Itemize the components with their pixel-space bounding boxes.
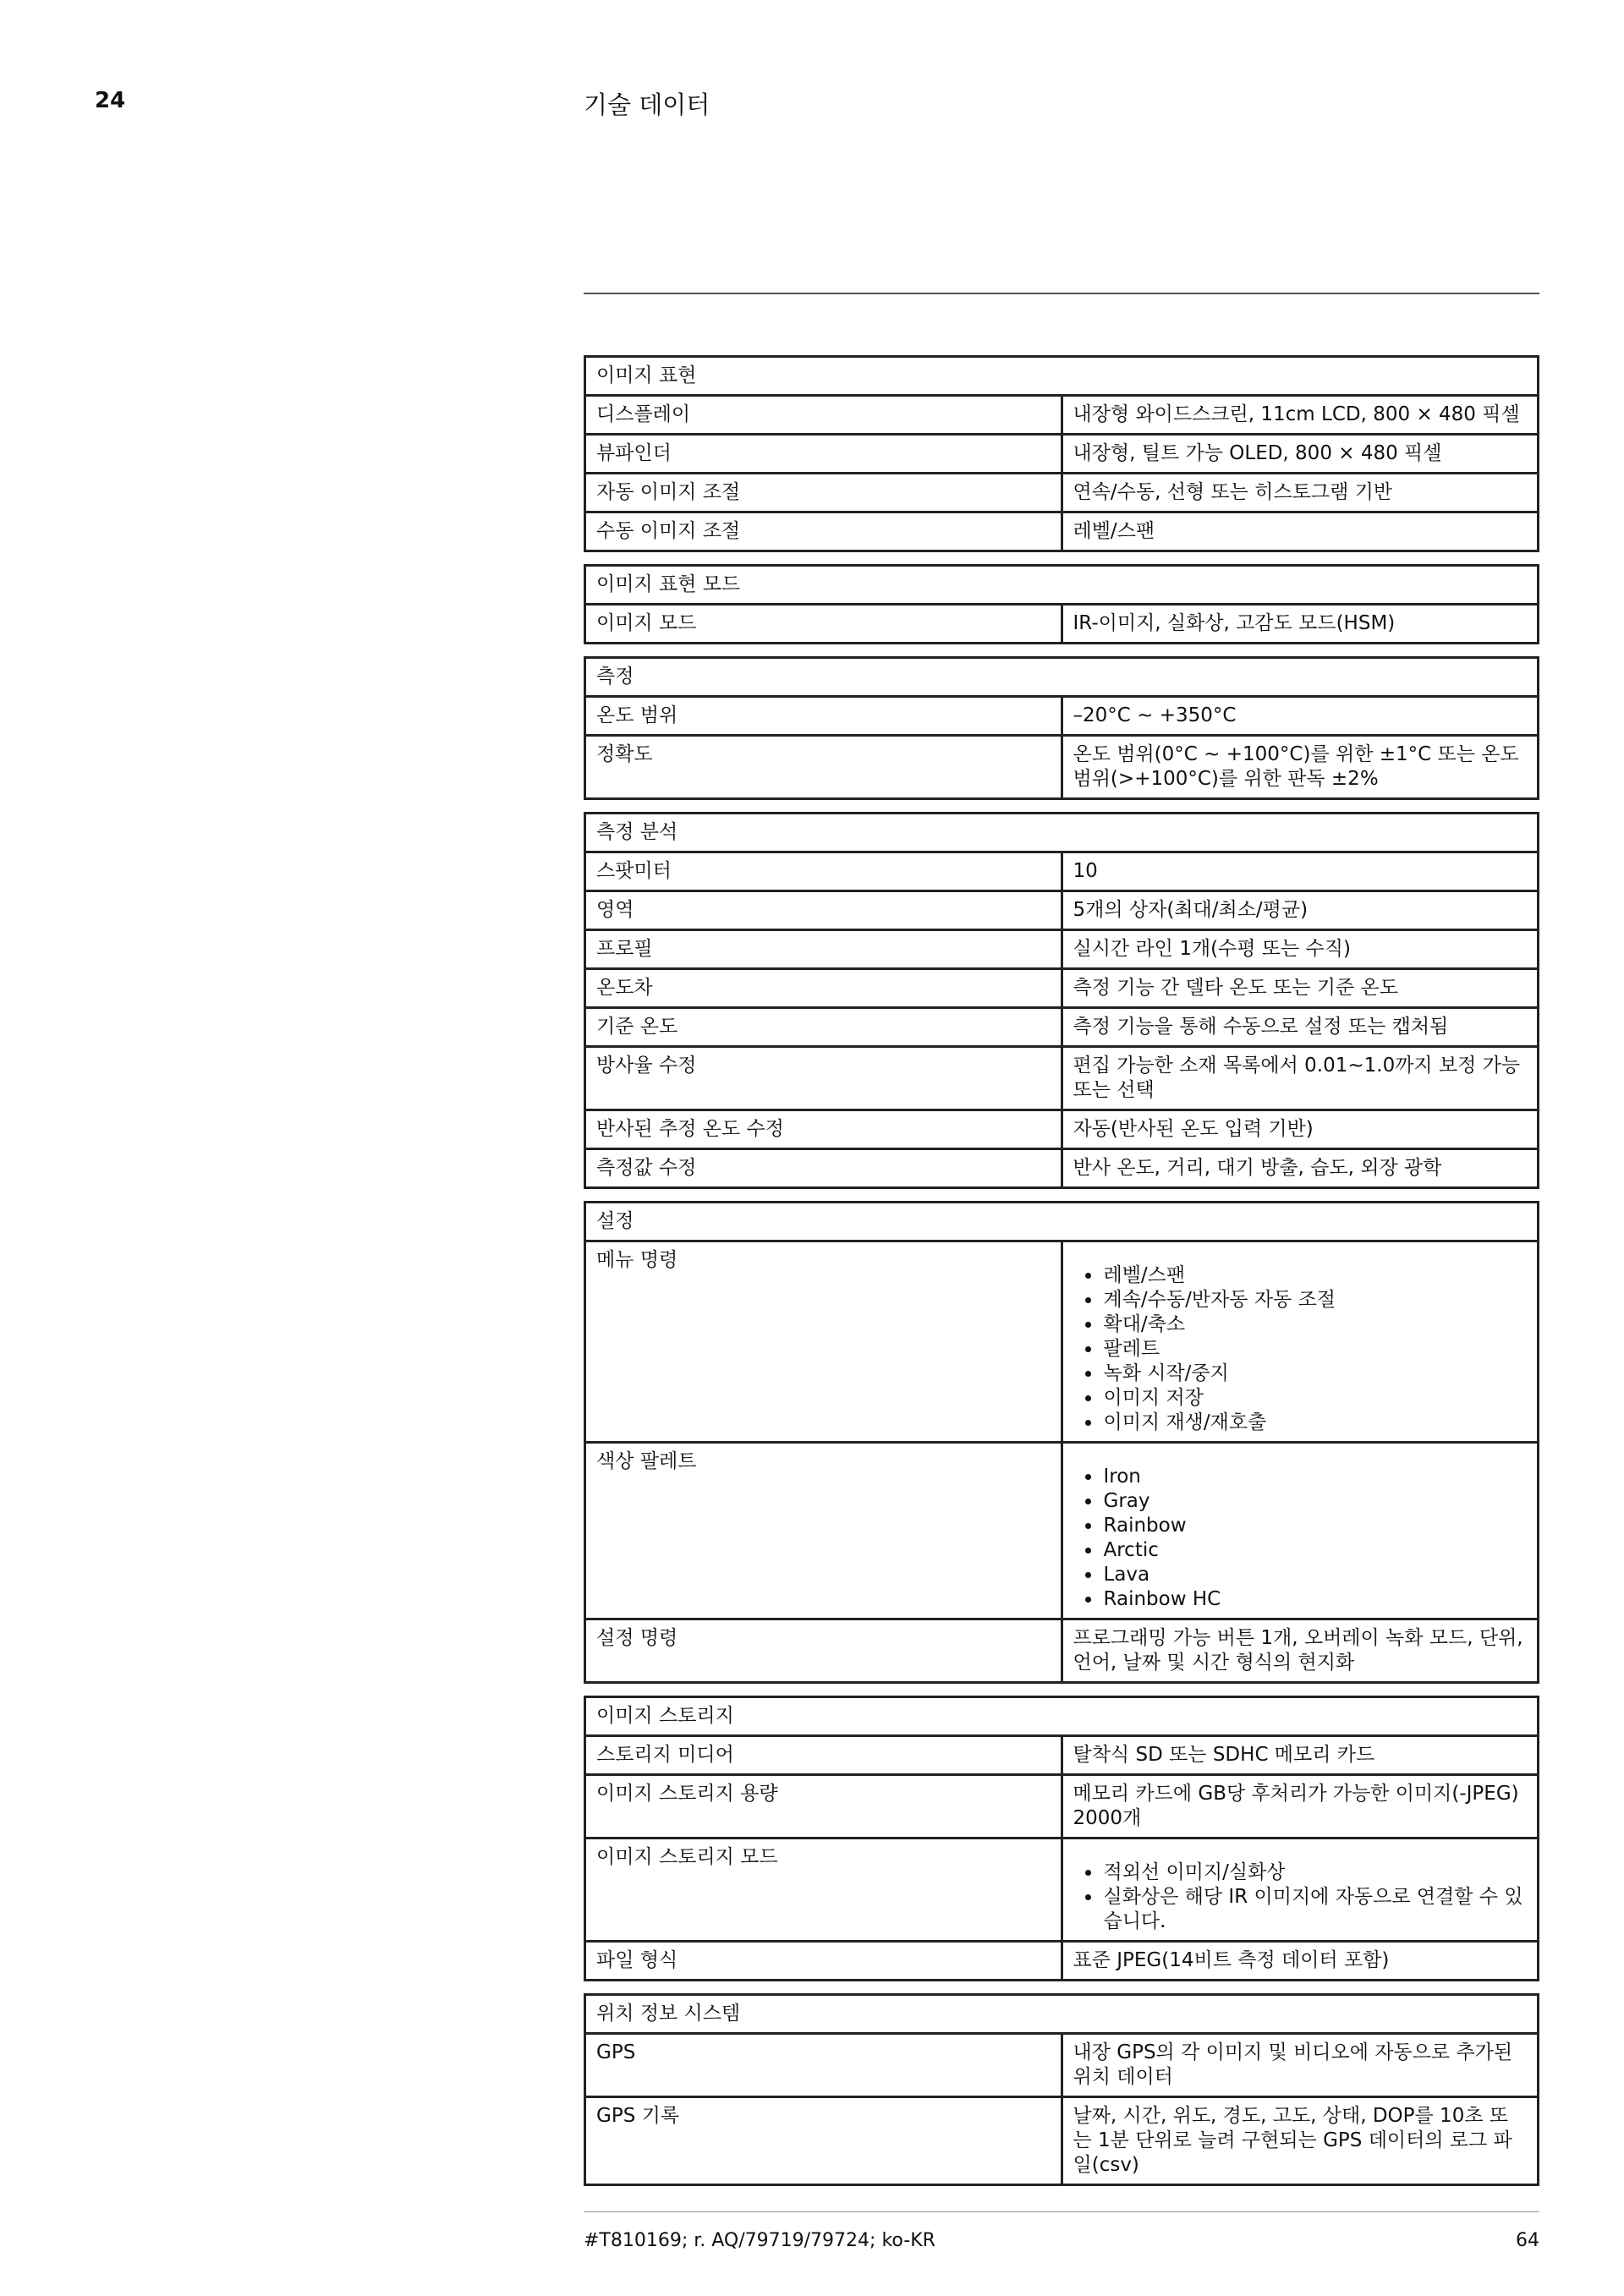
spec-label: 메뉴 명령 (585, 1241, 1062, 1443)
section-title: 이미지 스토리지 (585, 1697, 1539, 1736)
spec-value: 내장형, 틸트 가능 OLED, 800 × 480 픽셀 (1062, 435, 1539, 474)
spec-value: 반사 온도, 거리, 대기 방출, 습도, 외장 광학 (1062, 1149, 1539, 1188)
spec-label: 이미지 스토리지 용량 (585, 1775, 1062, 1838)
table-header-row (585, 357, 1539, 396)
table-row (585, 969, 1539, 1008)
spec-label: 스토리지 미디어 (585, 1736, 1062, 1775)
header-divider (584, 293, 1539, 294)
spec-label: 자동 이미지 조절 (585, 474, 1062, 512)
list-item: • Iron (1102, 1465, 1528, 1489)
chapter-title: 기술 데이터 (584, 90, 710, 119)
table-header-row (585, 1203, 1539, 1241)
list-item: • Rainbow (1102, 1514, 1528, 1538)
spec-table (584, 1696, 1539, 1981)
list-item: • Rainbow HC (1102, 1587, 1528, 1612)
table-row (585, 1775, 1539, 1838)
table-row (585, 605, 1539, 644)
footer-page-number: 64 (1516, 2230, 1539, 2251)
table-row (585, 1047, 1539, 1110)
list-item: • 적외선 이미지/실화상 (1102, 1860, 1528, 1885)
spec-value: 레벨/스팬 (1062, 512, 1539, 551)
spec-label: 온도차 (585, 969, 1062, 1008)
spec-label: 이미지 스토리지 모드 (585, 1838, 1062, 1942)
spec-value: 탈착식 SD 또는 SDHC 메모리 카드 (1062, 1736, 1539, 1775)
section-title: 설정 (585, 1203, 1539, 1241)
table-row (585, 852, 1539, 891)
list-item: • 계속/수동/반자동 자동 조절 (1102, 1288, 1528, 1312)
spec-value: IR-이미지, 실화상, 고감도 모드(HSM) (1062, 605, 1539, 644)
list-item: • 확대/축소 (1102, 1312, 1528, 1337)
footer-divider (584, 2211, 1539, 2212)
table-row (585, 474, 1539, 512)
list-item: • 실화상은 해당 IR 이미지에 자동으로 연결할 수 있습니다. (1102, 1885, 1528, 1934)
table-row (585, 1149, 1539, 1188)
table-row (585, 1008, 1539, 1047)
spec-value-list (1073, 1465, 1528, 1612)
list-item: • 레벨/스팬 (1102, 1263, 1528, 1288)
spec-value: 프로그래밍 가능 버튼 1개, 오버레이 녹화 모드, 단위, 언어, 날짜 및 시간 형식의 현지화 (1062, 1619, 1539, 1683)
section-title: 측정 (585, 658, 1539, 697)
spec-value: 10 (1062, 852, 1539, 891)
section-title: 이미지 표현 (585, 357, 1539, 396)
table-row (585, 697, 1539, 736)
table-header-row (585, 814, 1539, 852)
table-header-row (585, 1697, 1539, 1736)
list-item: • Lava (1102, 1563, 1528, 1587)
list-item: • 이미지 재생/재호출 (1102, 1411, 1528, 1435)
spec-tables (584, 355, 1539, 2198)
spec-value: 편집 가능한 소재 목록에서 0.01~1.0까지 보정 가능 또는 선택 (1062, 1047, 1539, 1110)
spec-value (1062, 1443, 1539, 1619)
table-row (585, 512, 1539, 551)
table-row (585, 930, 1539, 969)
spec-value: 5개의 상자(최대/최소/평균) (1062, 891, 1539, 930)
spec-label: 영역 (585, 891, 1062, 930)
spec-value: 실시간 라인 1개(수평 또는 수직) (1062, 930, 1539, 969)
spec-label: 측정값 수정 (585, 1149, 1062, 1188)
table-row (585, 1241, 1539, 1443)
table-row (585, 891, 1539, 930)
list-item: • Gray (1102, 1489, 1528, 1514)
list-item: • 이미지 저장 (1102, 1386, 1528, 1411)
spec-label: 정확도 (585, 736, 1062, 799)
page-number: 24 (95, 88, 126, 113)
table-row (585, 1619, 1539, 1683)
footer-doc-id: #T810169; r. AQ/79719/79724; ko-KR (584, 2230, 935, 2251)
spec-table (584, 1201, 1539, 1684)
spec-label: GPS 기록 (585, 2097, 1062, 2185)
spec-label: 이미지 모드 (585, 605, 1062, 644)
section-title: 이미지 표현 모드 (585, 566, 1539, 605)
spec-label: 색상 팔레트 (585, 1443, 1062, 1619)
spec-label: 설정 명령 (585, 1619, 1062, 1683)
spec-value: 내장 GPS의 각 이미지 및 비디오에 자동으로 추가된 위치 데이터 (1062, 2034, 1539, 2097)
spec-value: 내장형 와이드스크린, 11cm LCD, 800 × 480 픽셀 (1062, 396, 1539, 435)
section-title: 측정 분석 (585, 814, 1539, 852)
spec-value: –20°C ~ +350°C (1062, 697, 1539, 736)
spec-label: 스팟미터 (585, 852, 1062, 891)
spec-value: 날짜, 시간, 위도, 경도, 고도, 상태, DOP를 10초 또는 1분 단위로 늘려 구현되는 GPS 데이터의 로그 파일(csv) (1062, 2097, 1539, 2185)
spec-label: 뷰파인더 (585, 435, 1062, 474)
spec-label: 방사율 수정 (585, 1047, 1062, 1110)
spec-table (584, 656, 1539, 800)
spec-value: 메모리 카드에 GB당 후처리가 가능한 이미지(-JPEG) 2000개 (1062, 1775, 1539, 1838)
spec-table (584, 812, 1539, 1189)
spec-value (1062, 1838, 1539, 1942)
spec-table (584, 1993, 1539, 2186)
table-header-row (585, 566, 1539, 605)
spec-label: 기준 온도 (585, 1008, 1062, 1047)
spec-value: 표준 JPEG(14비트 측정 데이터 포함) (1062, 1942, 1539, 1981)
list-item: • 녹화 시작/중지 (1102, 1362, 1528, 1386)
spec-value-list (1073, 1860, 1528, 1934)
table-row (585, 1110, 1539, 1149)
table-row (585, 1736, 1539, 1775)
list-item: • 팔레트 (1102, 1337, 1528, 1362)
table-row (585, 2034, 1539, 2097)
table-row (585, 396, 1539, 435)
table-row (585, 1942, 1539, 1981)
spec-table (584, 564, 1539, 644)
spec-label: 수동 이미지 조절 (585, 512, 1062, 551)
spec-label: 온도 범위 (585, 697, 1062, 736)
spec-value: 측정 기능을 통해 수동으로 설정 또는 캡처됨 (1062, 1008, 1539, 1047)
spec-label: 프로필 (585, 930, 1062, 969)
table-row (585, 2097, 1539, 2185)
table-row (585, 1443, 1539, 1619)
table-header-row (585, 1995, 1539, 2034)
list-item: • Arctic (1102, 1538, 1528, 1563)
table-row (585, 435, 1539, 474)
spec-label: GPS (585, 2034, 1062, 2097)
spec-value: 온도 범위(0°C ~ +100°C)를 위한 ±1°C 또는 온도 범위(>+100°C)를 위한 판독 ±2% (1062, 736, 1539, 799)
section-title: 위치 정보 시스템 (585, 1995, 1539, 2034)
spec-value-list (1073, 1263, 1528, 1435)
table-header-row (585, 658, 1539, 697)
table-row (585, 736, 1539, 799)
spec-value: 연속/수동, 선형 또는 히스토그램 기반 (1062, 474, 1539, 512)
spec-label: 반사된 추정 온도 수정 (585, 1110, 1062, 1149)
spec-label: 디스플레이 (585, 396, 1062, 435)
spec-value (1062, 1241, 1539, 1443)
spec-label: 파일 형식 (585, 1942, 1062, 1981)
spec-value: 자동(반사된 온도 입력 기반) (1062, 1110, 1539, 1149)
spec-table (584, 355, 1539, 552)
table-row (585, 1838, 1539, 1942)
spec-value: 측정 기능 간 델타 온도 또는 기준 온도 (1062, 969, 1539, 1008)
